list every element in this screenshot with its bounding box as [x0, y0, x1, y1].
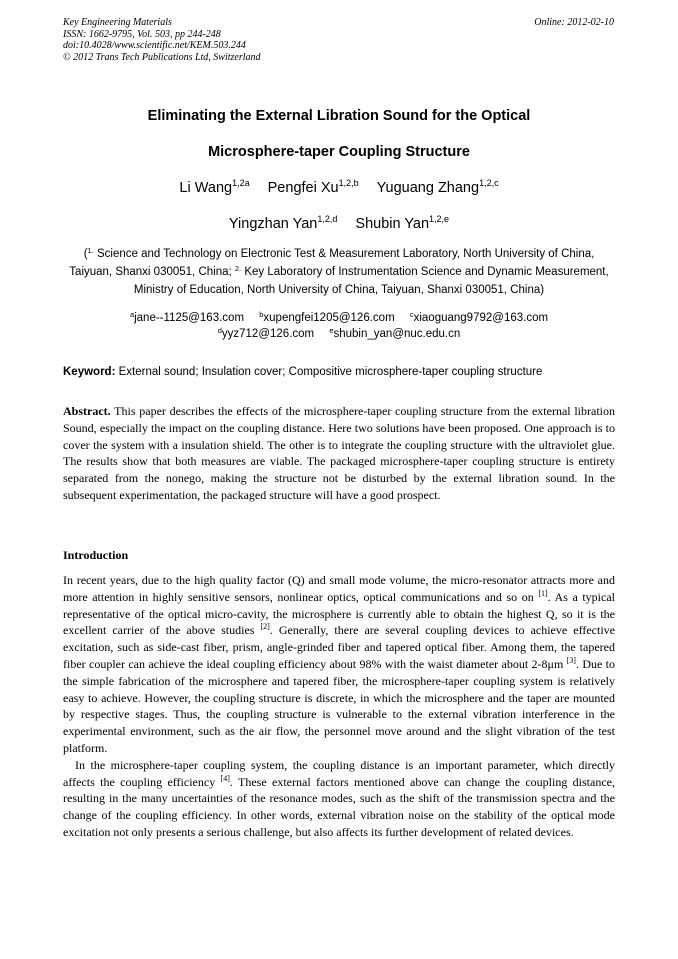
- email-address: jane--1125@163.com: [134, 312, 245, 324]
- email-address: xiaoguang9792@163.com: [413, 312, 549, 324]
- keyword-label: Keyword:: [63, 366, 116, 378]
- author-affiliation-mark: 1,2,c: [479, 178, 499, 188]
- email-row-2: [63, 326, 615, 342]
- author-name: Yuguang Zhang: [376, 180, 480, 196]
- email-address: shubin_yan@nuc.edu.cn: [333, 328, 461, 340]
- affiliations: [63, 245, 615, 299]
- author-affiliation-mark: 1,2a: [232, 178, 250, 188]
- email-entry: [410, 312, 548, 324]
- online-date: Online: 2012-02-10: [534, 17, 614, 28]
- text-run: . As a typical representative of the optical micro-cavity, the microsphere is currently able to obtain the highest Q, so it is the excellent carrier of the above studies: [63, 589, 615, 638]
- author-row-2: [63, 206, 615, 242]
- introduction-body: [63, 572, 615, 841]
- author: [268, 180, 359, 196]
- citation: [4]: [220, 773, 230, 783]
- text-run: In the microsphere-taper coupling system, the coupling distance is an important parameter, which directly affects the coupling efficiency: [63, 757, 615, 789]
- email-mark: c: [409, 310, 414, 319]
- title-line-1: Eliminating the External Libration Sound for the Optical: [147, 108, 531, 124]
- email-address: yyz712@126.com: [221, 328, 315, 340]
- email-mark: b: [259, 310, 264, 319]
- abstract-label: Abstract.: [63, 404, 111, 418]
- email-entry: [259, 312, 394, 324]
- author-name: Li Wang: [179, 180, 233, 196]
- affiliation-mark-2: 2.: [234, 264, 242, 273]
- paragraph: [63, 572, 615, 757]
- email-address: xupengfei1205@126.com: [263, 312, 395, 324]
- affiliation-mark-1: 1.: [87, 246, 94, 255]
- author-affiliation-mark: 1,2,e: [429, 214, 450, 224]
- email-mark: d: [217, 326, 222, 335]
- citation: [1]: [538, 588, 548, 598]
- author-name: Shubin Yan: [355, 216, 430, 232]
- keyword-text: External sound; Insulation cover; Compositive microsphere-taper coupling structure: [115, 366, 543, 378]
- text-run: In recent years, due to the high quality factor (Q) and small mode volume, the micro-resonator attracts more and more attention in highly sensitive sensors, nonlinear optics, optical communications and so on: [63, 573, 615, 604]
- citation: [2]: [260, 622, 270, 632]
- paragraph: [63, 757, 615, 841]
- email-list: [63, 310, 615, 342]
- author: [179, 180, 249, 196]
- text-run: . These external factors mentioned above can change the coupling distance, resulting in the many uncertainties of the resonance modes, such as the shift of the transmission spectra and the change of the coupling efficiency. In other words, external vibration noise on the stability of the optical mode excitation not only presents a serious challenge, but also affects its further development of related devices.: [63, 774, 615, 839]
- author-affiliation-mark: 1,2,d: [317, 214, 338, 224]
- author: [377, 180, 499, 196]
- section-heading-introduction: Introduction: [63, 548, 129, 562]
- title-line-2: Microsphere-taper Coupling Structure: [208, 144, 470, 160]
- text-run: . Generally, there are several coupling devices to achieve effective excitation, such as side-cast fiber, prism, angle-grinded fiber and tapered optical fiber. Among them, the tapered fiber coupler can achieve the ideal coupling efficiency about 98% with the waist diameter about 2-8μm: [63, 623, 615, 671]
- author-name: Yingzhan Yan: [228, 216, 318, 232]
- author: [229, 216, 337, 232]
- affiliation-open-paren: (: [83, 248, 88, 260]
- journal-name: Key Engineering Materials: [63, 17, 172, 28]
- affiliation-1: Science and Technology on Electronic Test & Measurement Laboratory, North University of China, Taiyuan, Shanxi 030051, China;: [69, 248, 595, 278]
- citation: [3]: [566, 655, 576, 665]
- author: [355, 216, 449, 232]
- abstract: [63, 403, 615, 504]
- author-row-1: [63, 170, 615, 206]
- journal-header: [63, 17, 423, 63]
- email-mark: a: [129, 310, 135, 319]
- keywords: [63, 364, 615, 380]
- paper-title: [63, 98, 615, 170]
- author-list: [63, 170, 615, 242]
- issn-line: ISSN: 1662-9795, Vol. 503, pp 244-248: [63, 28, 221, 40]
- author-affiliation-mark: 1,2,b: [338, 178, 359, 188]
- email-entry: [218, 328, 314, 340]
- email-entry: [329, 328, 460, 340]
- affiliation-2: Key Laboratory of Instrumentation Science and Dynamic Measurement, Ministry of Education, North University of China, Taiyuan, Shanxi 030051, China): [133, 266, 609, 296]
- text-run: . Due to the simple fabrication of the microsphere and tapered fiber, the microsphere-taper coupling system is relatively easy to achieve. However, the coupling structure is discrete, in which the microsphere and the taper are mounted by respective stages. Thus, the coupling structure is vulnerable to the external vibration interference in the experimental environment, such as the air flow, the personnel move around and the slight vibration of the test platform.: [63, 656, 615, 755]
- copyright-line: © 2012 Trans Tech Publications Ltd, Switzerland: [63, 51, 261, 63]
- author-name: Pengfei Xu: [267, 180, 339, 196]
- abstract-text: This paper describes the effects of the microsphere-taper coupling structure from the external libration Sound, especially the impact on the coupling distance. Here two solutions have been proposed. One approach is to cover the system with a insulation shield. The other is to integrate the coupling structure with the ultraviolet glue. The results show that both measures are viable. The packaged microsphere-taper coupling structure is entirety separated from the nonego, making the structure not be disturbed by the external libration sound. In the subsequent experimentation, the packaged structure will have a good prospect.: [63, 404, 615, 502]
- email-row-1: [63, 310, 615, 326]
- email-mark: e: [329, 326, 334, 335]
- email-entry: [130, 312, 244, 324]
- doi-line: doi:10.4028/www.scientific.net/KEM.503.244: [63, 40, 246, 51]
